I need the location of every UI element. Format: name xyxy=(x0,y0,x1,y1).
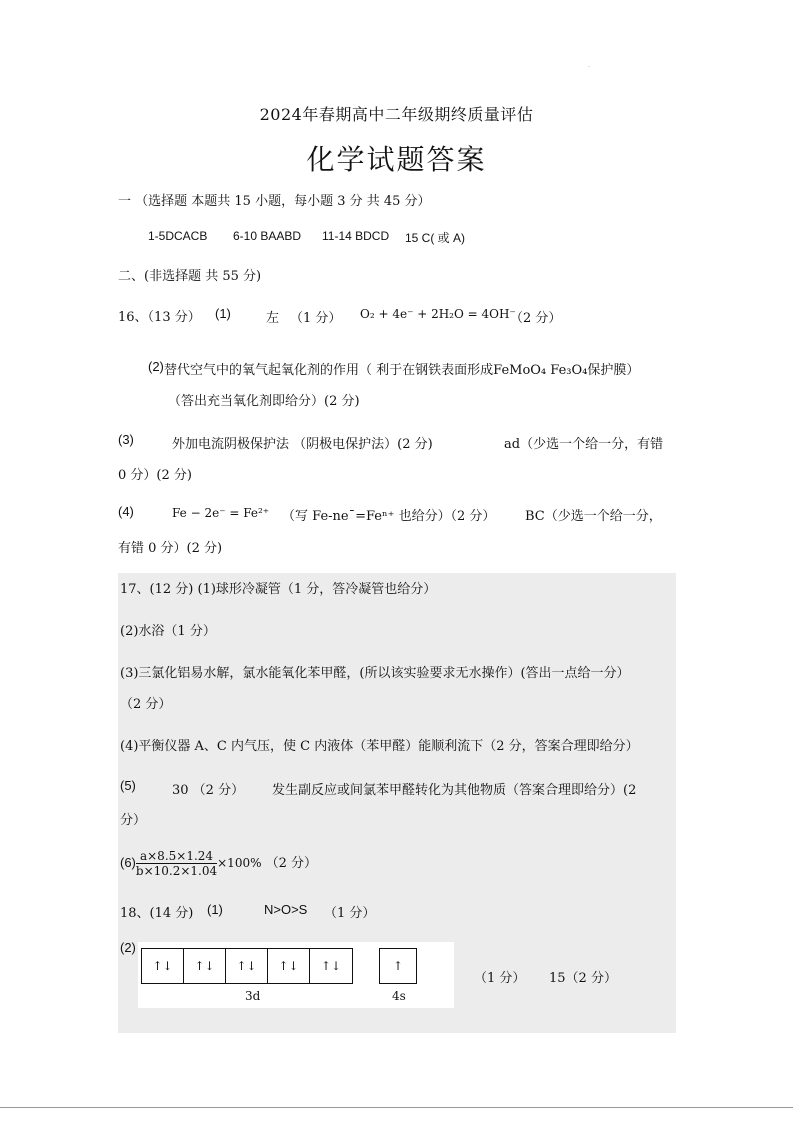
orbital-3d-3: ↑↓ xyxy=(226,949,268,983)
orbital-3d-5: ↑↓ xyxy=(320,959,342,973)
orbital-4s: ↑ xyxy=(379,948,417,984)
part2-heading: 二、(非选择题 共 55 分) xyxy=(118,269,262,284)
q16-4-score: （2 分） xyxy=(444,509,496,524)
label-4s: 4s xyxy=(392,989,406,1003)
q18-2-score: （1 分） xyxy=(474,971,526,986)
q16-4-answer: BC（少选一个给一分， xyxy=(525,509,662,524)
q16-1-answer: 左 xyxy=(266,311,280,326)
scan-dot: · xyxy=(588,64,590,71)
q17-3-line2: （2 分） xyxy=(120,697,172,712)
orbital-box-3d xyxy=(141,948,353,984)
q17-6-denominator: b×10.2×1.04 xyxy=(135,864,218,878)
answers-6-10: 6-10 BAABD xyxy=(233,229,302,243)
answers-1-5: 1-5DCACB xyxy=(148,229,208,243)
q17-6-score: （2 分） xyxy=(265,856,318,871)
label-3d: 3d xyxy=(245,989,261,1003)
q16-4-equation: Fe − 2e⁻ = Fe²⁺ xyxy=(172,506,270,520)
q16-2-label: (2) xyxy=(148,359,164,374)
q17-5-text: 发生副反应或间氯苯甲醛转化为其他物质（答案合理即给分）(2 xyxy=(272,783,637,798)
q17-5-label: (5) xyxy=(120,778,136,793)
part1-heading: 一 （选择题 本题共 15 小题，每小题 3 分 共 45 分） xyxy=(118,194,431,209)
page-bottom-border xyxy=(0,1107,793,1108)
exam-title: 2024年春期高中二年级期终质量评估 xyxy=(259,105,534,124)
q16-1-score2: （2 分） xyxy=(510,311,562,326)
q16-4-line2: 有错 0 分）(2 分) xyxy=(118,541,223,556)
q17-5-answer: 30 （2 分） xyxy=(172,783,245,798)
q17-6-fraction xyxy=(136,849,217,878)
orbital-3d-4: ↑↓ xyxy=(268,949,310,983)
answers-11-14: 11-14 BDCD xyxy=(322,229,390,243)
q16-4-note: （写 Fe-neˉ=Feⁿ⁺ 也给分） xyxy=(282,509,451,524)
q17-1: 17、(12 分) (1)球形冷凝管（1 分，答冷凝管也给分） xyxy=(120,582,437,597)
q18-2-label: (2) xyxy=(120,940,136,955)
q16-1-score1: （1 分） xyxy=(290,311,342,326)
q16-2-line2: （答出充当氧化剂即给分）(2 分) xyxy=(168,394,360,409)
q16-1-equation: O₂ + 4e⁻ + 2H₂O = 4OH⁻ xyxy=(360,307,516,321)
electron-configuration-diagram xyxy=(138,942,454,1008)
q16-3-answer: ad（少选一个给一分，有错 xyxy=(504,437,664,452)
q18-number: 18、(14 分) xyxy=(120,906,194,921)
q18-1-score: （1 分） xyxy=(324,906,376,921)
q16-number: 16、（13 分） xyxy=(118,310,201,325)
q17-6-label: (6) xyxy=(120,855,136,870)
q17-3-line1: (3)三氯化铝易水解，氯水能氧化苯甲醛，(所以该实验要求无水操作）(答出一点给一分） xyxy=(120,666,630,681)
q16-3-label: (3) xyxy=(118,432,134,447)
q17-4: (4)平衡仪器 A、C 内气压，使 C 内液体（苯甲醛）能顺利流下（2 分，答案合理即给分） xyxy=(120,739,639,754)
q18-1-answer: N>O>S xyxy=(264,902,308,917)
q17-6-numerator: a×8.5×1.24 xyxy=(136,849,217,864)
q18-1-label: (1) xyxy=(207,902,223,917)
q17-2: (2)水浴（1 分） xyxy=(120,624,216,639)
q17-5-tail: 分） xyxy=(120,813,147,828)
q16-2-line1: 替代空气中的氧气起氧化剂的作用（ 利于在钢铁表面形成FeMoO₄ Fe₃O₄保护膜） xyxy=(164,363,640,378)
page-title: 化学试题答案 xyxy=(306,143,487,176)
answer-15: 15 C( 或 A) xyxy=(405,231,466,245)
q18-2-answer: 15（2 分） xyxy=(549,971,617,986)
orbital-3d-1: ↑↓ xyxy=(142,949,184,983)
q16-4-label: (4) xyxy=(118,504,134,519)
q16-1-label: (1) xyxy=(215,306,231,321)
q16-3-line2: 0 分）(2 分) xyxy=(118,468,192,483)
q16-3-text: 外加电流阴极保护法 （阴极电保护法）(2 分) xyxy=(172,437,433,452)
q17-6 xyxy=(120,849,317,878)
q17-6-percent: ×100% xyxy=(217,856,262,870)
orbital-3d-2: ↑↓ xyxy=(184,949,226,983)
